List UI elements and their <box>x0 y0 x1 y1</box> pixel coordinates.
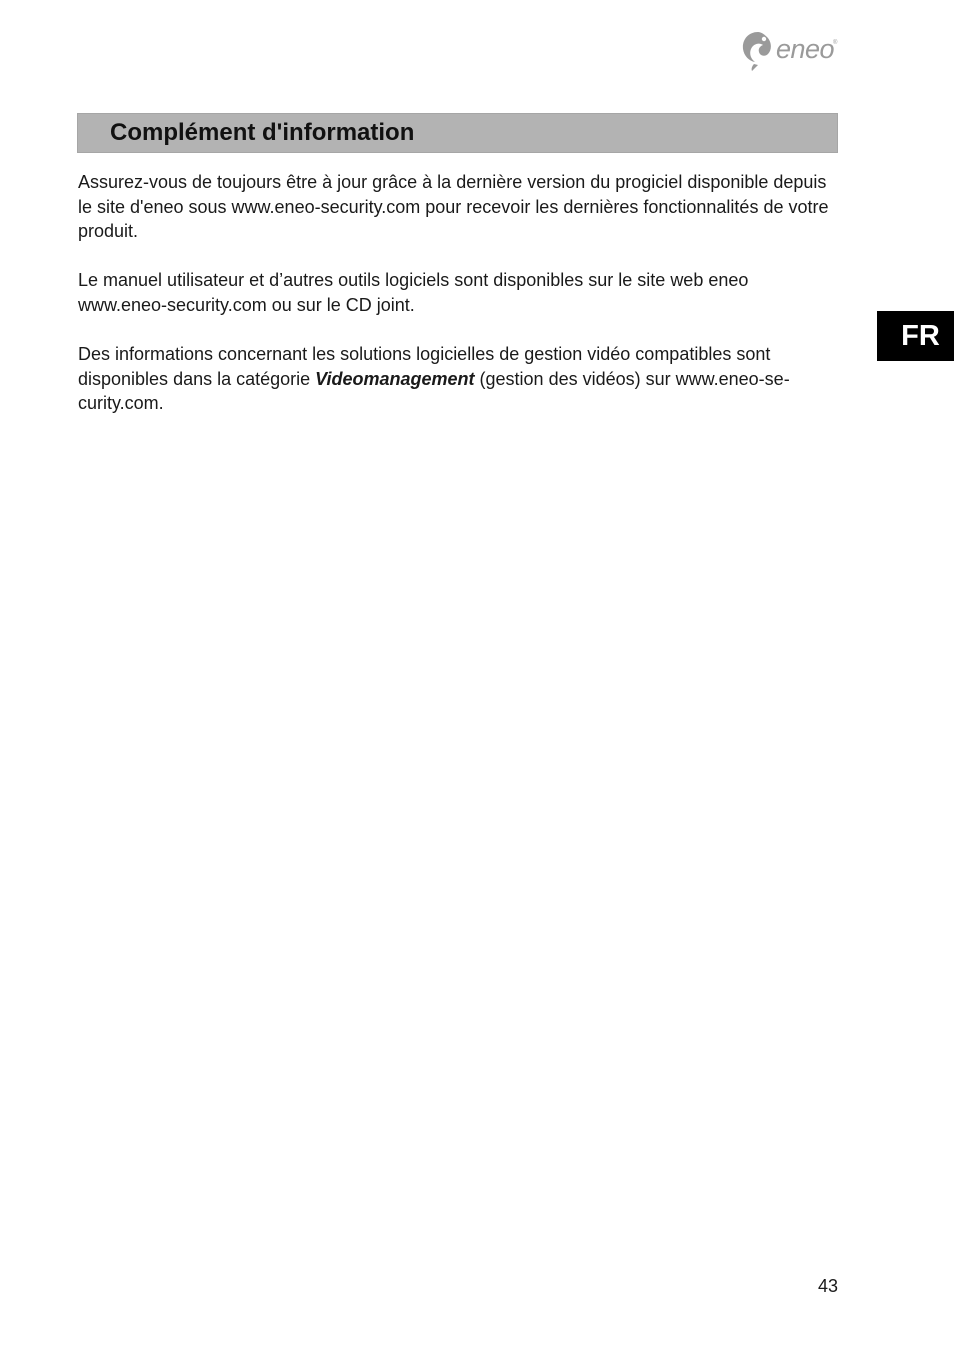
logo-wordmark: eneo <box>776 34 835 64</box>
section-header-band <box>77 113 838 153</box>
paragraph-manual: Le manuel utilisateur et d’autres outils logiciels sont disponibles sur le site web eneo www.eneo-security.com ou sur le CD joint. <box>78 270 749 315</box>
registered-mark: ® <box>833 40 838 46</box>
paragraph-videomanagement-intro: Des informations concernant les solutions logicielles de gestion vidéo compatibles sont disponibles dans la catégorie <box>78 344 771 389</box>
body-text <box>78 170 833 441</box>
paragraph-videomanagement <box>78 342 833 416</box>
videomanagement-emphasis: Videomanagement <box>315 368 475 389</box>
eneo-swirl-icon <box>740 30 776 72</box>
page-number: 43 <box>817 1276 838 1296</box>
paragraph-firmware: Assurez-vous de toujours être à jour grâce à la dernière version du progiciel disponible depuis le site d'eneo sous www.eneo-security.com pour recevoir les dernières fonctionnalités de votre produit. <box>78 172 829 242</box>
paragraph-videomanagement-outro: (gestion des vidéos) sur www.eneo-security.com. <box>78 368 790 414</box>
section-title: Complément d'information <box>110 119 415 146</box>
language-tab-fr: FR <box>877 311 954 361</box>
eneo-logo <box>740 30 840 72</box>
